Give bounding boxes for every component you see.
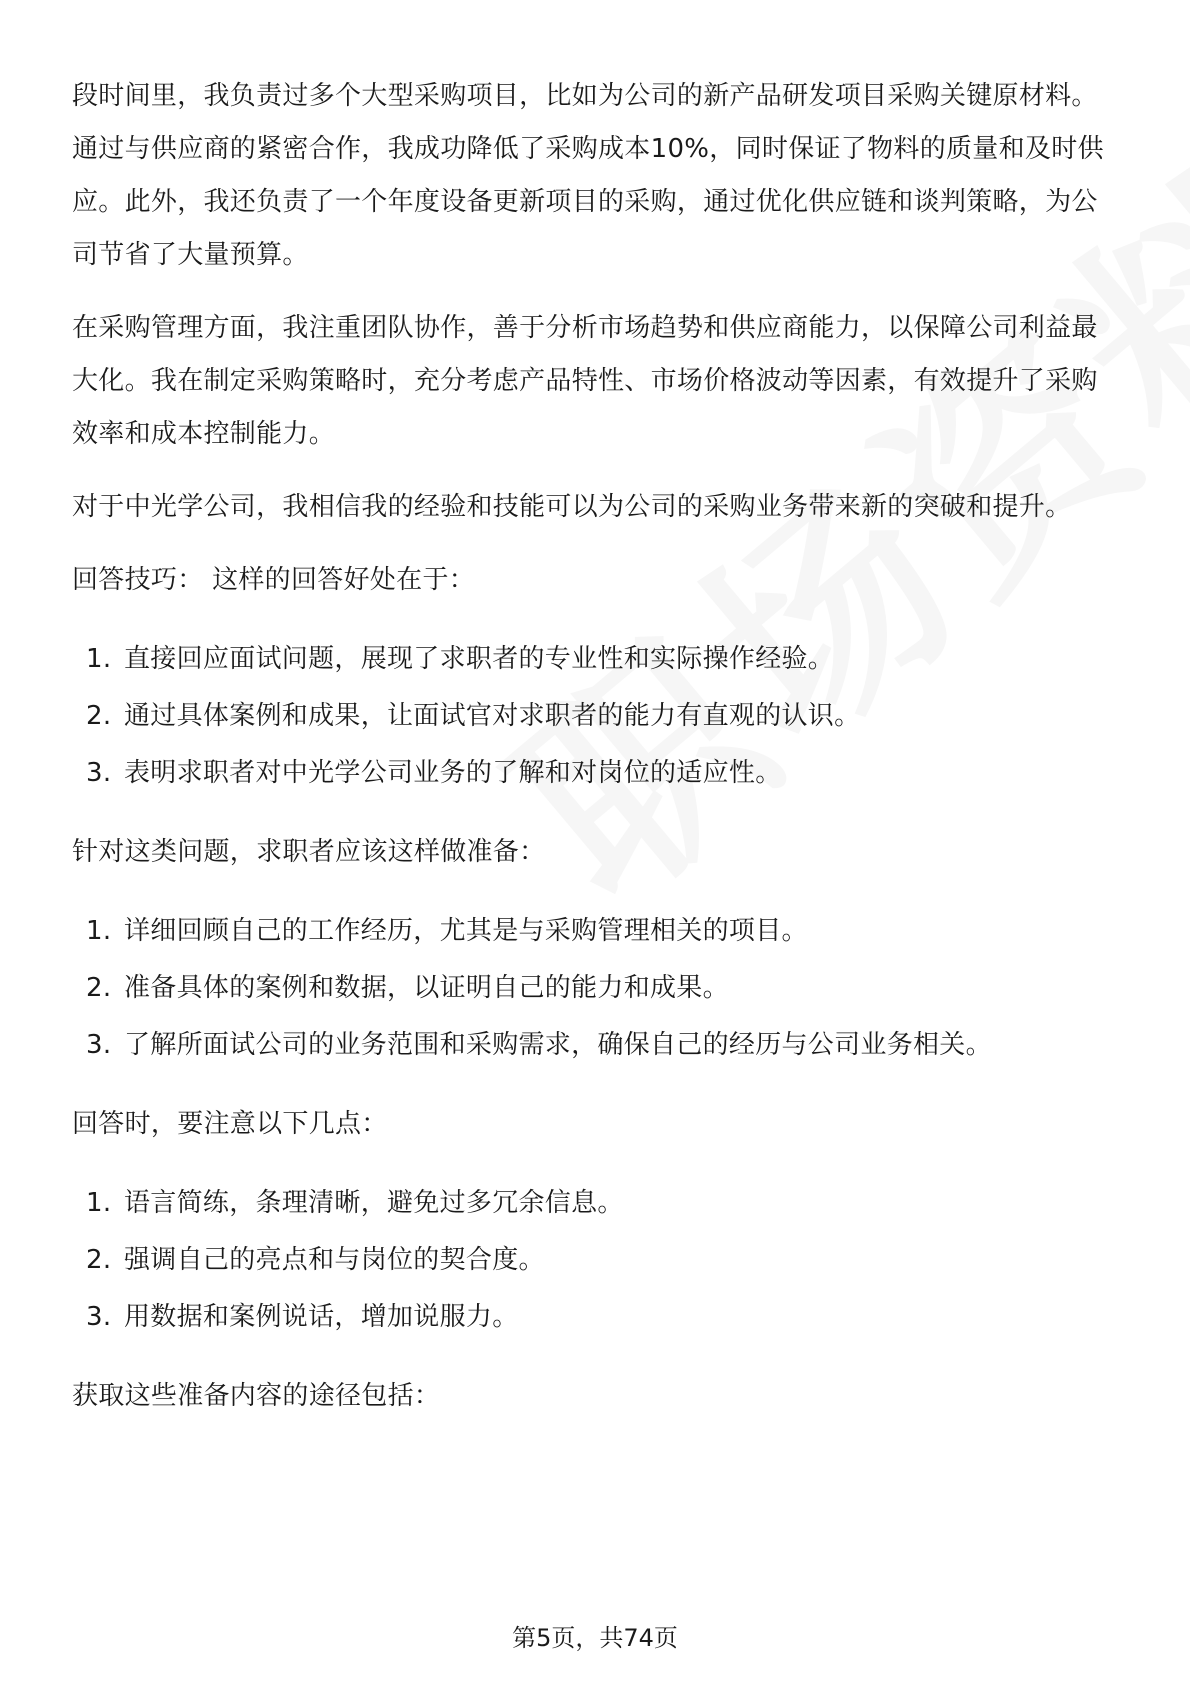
page-number-footer: 第5页，共74页 <box>512 1624 678 1652</box>
list-item-text: 表明求职者对中光学公司业务的了解和对岗位的适应性。 <box>124 758 782 788</box>
tips-heading: 回答技巧： 这样的回答好处在于： <box>72 565 476 595</box>
paragraph-experience: 段时间里，我负责过多个大型采购项目，比如为公司的新产品研发项目采购关键原材料。通过与供应商的紧密合作，我成功降低了采购成本10%，同时保证了物料的质量和及时供应。此外，我还负责了一个年度设备更新项目的采购，通过优化供应链和谈判策略，为公司节省了大量预算。 <box>72 81 1104 270</box>
prep-heading: 针对这类问题，求职者应该这样做准备： <box>72 837 546 867</box>
list-item-text: 了解所面试公司的业务范围和采购需求，确保自己的经历与公司业务相关。 <box>124 1030 992 1060</box>
list-item <box>72 631 1122 688</box>
list-item-number: 2. <box>86 973 112 1003</box>
list-item-number: 1. <box>86 644 112 674</box>
list-item <box>72 1017 1122 1074</box>
list-item-number: 3. <box>86 1030 112 1060</box>
list-item-number: 1. <box>86 916 112 946</box>
list-item <box>72 960 1122 1017</box>
paragraph-management: 在采购管理方面，我注重团队协作，善于分析市场趋势和供应商能力，以保障公司利益最大化。我在制定采购策略时，充分考虑产品特性、市场价格波动等因素，有效提升了采购效率和成本控制能力。 <box>72 313 1098 449</box>
list-item-number: 2. <box>86 1245 112 1275</box>
list-item-text: 直接回应面试问题，展现了求职者的专业性和实际操作经验。 <box>124 644 835 674</box>
notes-heading: 回答时，要注意以下几点： <box>72 1109 388 1139</box>
list-item <box>72 745 1122 802</box>
list-item-text: 强调自己的亮点和与岗位的契合度。 <box>124 1245 545 1275</box>
prep-list <box>72 903 1122 1074</box>
notes-list <box>72 1175 1122 1346</box>
list-item-text: 用数据和案例说话，增加说服力。 <box>124 1302 519 1332</box>
list-item <box>72 1289 1122 1346</box>
paragraph-company: 对于中光学公司，我相信我的经验和技能可以为公司的采购业务带来新的突破和提升。 <box>72 492 1072 522</box>
closing-line: 获取这些准备内容的途径包括： <box>72 1381 441 1411</box>
list-item <box>72 1232 1122 1289</box>
tips-list <box>72 631 1122 802</box>
list-item-text: 通过具体案例和成果，让面试官对求职者的能力有直观的认识。 <box>124 701 861 731</box>
list-item-number: 3. <box>86 758 112 788</box>
list-item-text: 详细回顾自己的工作经历，尤其是与采购管理相关的项目。 <box>124 916 808 946</box>
list-item-number: 2. <box>86 701 112 731</box>
page-content <box>72 70 1122 1423</box>
list-item-text: 准备具体的案例和数据，以证明自己的能力和成果。 <box>124 973 729 1003</box>
list-item <box>72 903 1122 960</box>
list-item-text: 语言简练，条理清晰，避免过多冗余信息。 <box>124 1188 624 1218</box>
list-item <box>72 1175 1122 1232</box>
list-item-number: 1. <box>86 1188 112 1218</box>
list-item <box>72 688 1122 745</box>
list-item-number: 3. <box>86 1302 112 1332</box>
